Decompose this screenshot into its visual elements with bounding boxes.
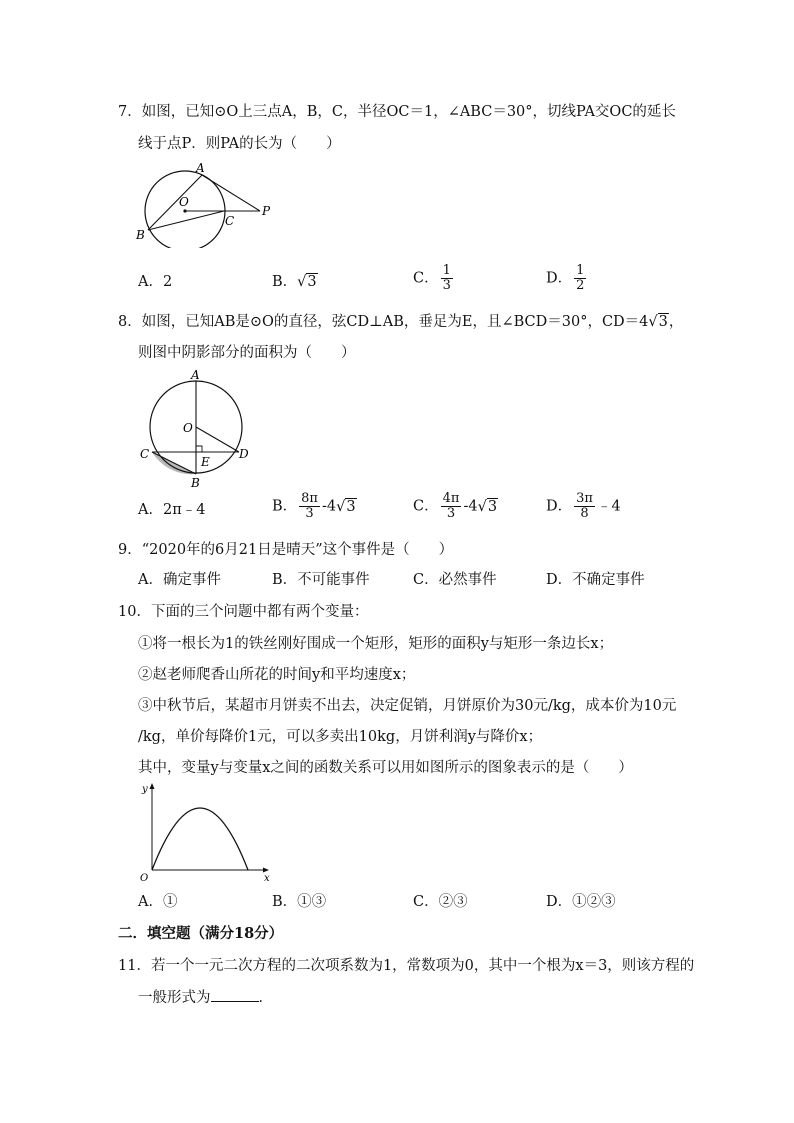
section2-title: 二．填空题（满分18分）: [118, 925, 284, 942]
q7-option-d[interactable]: D． $\frac{1}{2}$: [546, 263, 585, 293]
q8-label-b: B: [191, 476, 200, 490]
q8-label-c: C: [140, 447, 150, 461]
q8-option-d[interactable]: D． $\frac{3\pi}{8}$ ﹣4: [546, 491, 621, 521]
q8-label-a: A: [191, 368, 200, 382]
q7-option-c[interactable]: C． $\frac{1}{3}$: [413, 263, 451, 293]
q7-line-bc: [148, 211, 224, 230]
q9-option-c[interactable]: C．必然事件: [413, 572, 497, 588]
q7-option-b[interactable]: B．√3: [272, 274, 317, 290]
q8-option-b[interactable]: B． $\frac{8\pi}{3}$ -4√3: [272, 491, 356, 521]
q7-label-c: C: [225, 214, 235, 228]
q10-option-d[interactable]: D．①②③: [546, 894, 616, 910]
q7-figure: [132, 158, 282, 248]
q7-label-b: B: [136, 228, 145, 242]
q10-y-arrow: [150, 783, 155, 789]
q8-option-a[interactable]: A．2π﹣4: [138, 502, 206, 518]
q10-option-b[interactable]: B．①③: [272, 894, 327, 910]
q10-item1: ①将一根长为1的铁丝刚好围成一个矩形，矩形的面积y与矩形一条边长x；: [138, 636, 614, 652]
q11-line2: 一般形式为 ．: [138, 987, 273, 1008]
q9-option-d[interactable]: D．不确定事件: [546, 572, 645, 588]
q8-line1: 8．如图，已知AB是⊙O的直径，弦CD⊥AB，垂足为E，且∠BCD＝30°，CD＝4√3，: [118, 314, 684, 330]
q9-option-b[interactable]: B．不可能事件: [272, 572, 370, 588]
q7-label-o: O: [179, 195, 189, 209]
q10-axis-x-label: x: [264, 873, 270, 884]
q8-right-angle-mark: [196, 446, 202, 452]
q10-axis-y-label: y: [142, 784, 148, 795]
q8-option-c[interactable]: C． $\frac{4\pi}{3}$ -4√3: [413, 491, 498, 521]
q11-answer-blank[interactable]: [211, 987, 259, 1002]
q10-parabola: [152, 808, 248, 870]
q10-item2: ②赵老师爬香山所花的时间y和平均速度x；: [138, 667, 416, 683]
q7-line2: 线于点P．则PA的长为（ ）: [138, 136, 341, 152]
q11-line1: 11．若一个一元二次方程的二次项系数为1，常数项为0，其中一个根为x＝3，则该方程的: [118, 958, 695, 974]
q7-label-a: A: [196, 161, 205, 175]
q7-center-dot: [183, 209, 186, 212]
q8-label-d: D: [239, 447, 249, 461]
q9-option-a[interactable]: A．确定事件: [138, 572, 221, 588]
q8-label-e: E: [201, 455, 210, 469]
q10-x-arrow: [263, 868, 269, 873]
q10-item3b: /kg，单价每降价1元，可以多卖出10kg，月饼利润y与降价x；: [138, 729, 543, 745]
q9-line1: 9．“2020年的6月21日是晴天”这个事件是（ ）: [118, 542, 454, 558]
q7-line1: 7．如图，已知⊙O上三点A，B，C，半径OC＝1，∠ABC＝30°，切线PA交OC的延长: [118, 104, 676, 120]
q7-line-ap: [202, 175, 260, 211]
q8-label-o: O: [183, 421, 193, 435]
q7-label-p: P: [262, 204, 271, 218]
q10-graph: [138, 780, 278, 884]
q10-option-c[interactable]: C．②③: [413, 894, 468, 910]
q10-line1: 10．下面的三个问题中都有两个变量：: [118, 604, 369, 620]
q8-figure: [138, 368, 258, 490]
q8-line2: 则图中阴影部分的面积为（ ）: [138, 345, 356, 361]
q10-line-last: 其中，变量y与变量x之间的函数关系可以用如图所示的图象表示的是（ ）: [138, 760, 633, 776]
q10-item3a: ③中秋节后，某超市月饼卖不出去，决定促销，月饼原价为30元/kg，成本价为10元: [138, 698, 677, 714]
q10-option-a[interactable]: A．①: [138, 894, 178, 910]
q10-origin-label: O: [140, 873, 149, 884]
q7-option-a[interactable]: A．2: [138, 274, 173, 290]
